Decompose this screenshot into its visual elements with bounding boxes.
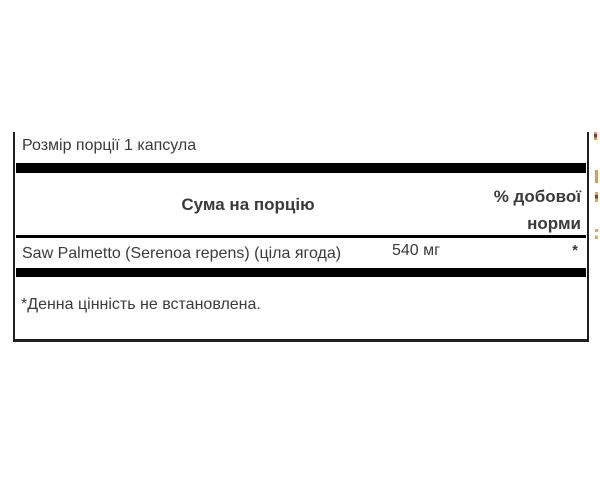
- ingredient-name: Saw Palmetto (Serenoa repens) (ціла ягода): [22, 245, 342, 262]
- daily-value-footnote: *Денна цінність не встановлена.: [21, 296, 261, 313]
- supplement-facts-panel: [13, 132, 589, 342]
- amount-per-serving-header: Сума на порцію: [181, 195, 315, 214]
- separator-bar-thick-bottom: [16, 268, 586, 277]
- daily-value-header-line2: норми: [527, 214, 581, 233]
- daily-value-header-line1: % добової: [493, 187, 581, 206]
- ingredient-amount: 540 мг: [392, 242, 440, 259]
- separator-bar-thin: [16, 235, 586, 238]
- edge-text-fragment: [595, 192, 598, 202]
- edge-text-fragment: [595, 170, 598, 183]
- serving-size-text: Розмір порції 1 капсула: [22, 137, 197, 154]
- daily-value-header: [494, 183, 581, 237]
- edge-text-fragment: [594, 132, 597, 140]
- ingredient-daily-value-asterisk: *: [572, 242, 578, 259]
- separator-bar-thick-top: [16, 163, 586, 173]
- edge-text-fragment: [595, 229, 598, 239]
